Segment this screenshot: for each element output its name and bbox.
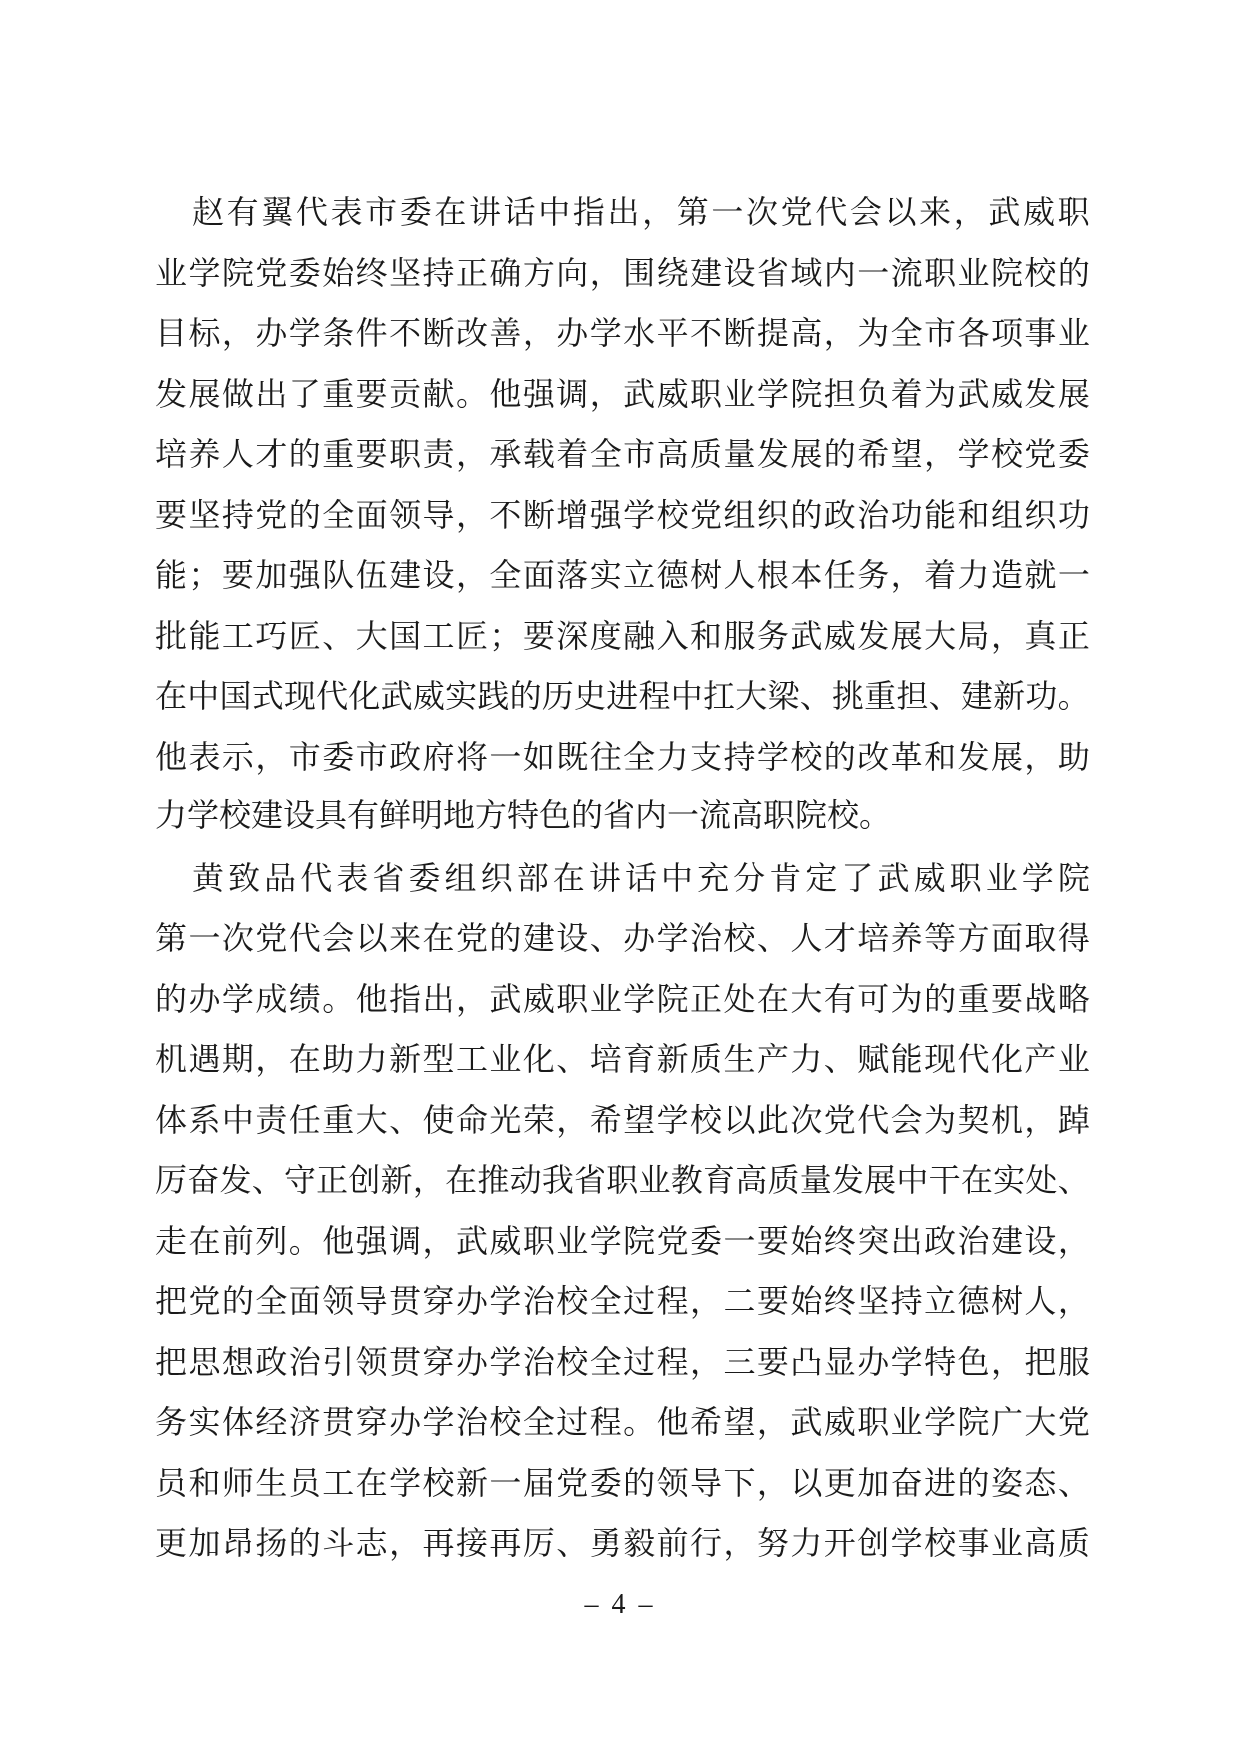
- text-line: 走 在 前 列 。 他 强 调 ， 武 威 职 业 学 院 党 委 一 要 始 终 突 出 政 治 建 设 ，: [155, 1222, 1090, 1259]
- text-line: 培 养 人 才 的 重 要 职 责 ， 承 载 着 全 市 高 质 量 发 展 的 希 望 ， 学 校 党 委: [155, 436, 1090, 473]
- text-line: 在 中 国 式 现 代 化 武 威 实 践 的 历 史 进 程 中 扛 大 梁 、 挑 重 担 、 建 新 功 。: [155, 678, 1090, 715]
- document-body: [155, 180, 1090, 1572]
- paragraph: [155, 846, 1090, 1572]
- text-line: 体 系 中 责 任 重 大 、 使 命 光 荣 ， 希 望 学 校 以 此 次 党 代 会 为 契 机 ， 踔: [155, 1101, 1090, 1138]
- text-line: 把 党 的 全 面 领 导 贯 穿 办 学 治 校 全 过 程 ， 二 要 始 终 坚 持 立 德 树 人 ，: [155, 1283, 1090, 1320]
- text-line: 第 一 次 党 代 会 以 来 在 党 的 建 设 、 办 学 治 校 、 人 才 培 养 等 方 面 取 得: [155, 920, 1090, 957]
- text-line: 机 遇 期 ， 在 助 力 新 型 工 业 化 、 培 育 新 质 生 产 力 、 赋 能 现 代 化 产 业: [155, 1041, 1090, 1078]
- text-line: 赵 有 翼 代 表 市 委 在 讲 话 中 指 出 ， 第 一 次 党 代 会 以 来 ， 武 威 职: [192, 194, 1090, 231]
- page-footer: [0, 1589, 1240, 1621]
- text-line: 批 能 工 巧 匠 、 大 国 工 匠 ； 要 深 度 融 入 和 服 务 武 威 发 展 大 局 ， 真 正: [155, 617, 1090, 654]
- page-number: – 4 –: [584, 1589, 656, 1620]
- text-line: 能 ； 要 加 强 队 伍 建 设 ， 全 面 落 实 立 德 树 人 根 本 任 务 ， 着 力 造 就 一: [155, 557, 1090, 594]
- text-line: 把 思 想 政 治 引 领 贯 穿 办 学 治 校 全 过 程 ， 三 要 凸 显 办 学 特 色 ， 把 服: [155, 1343, 1090, 1380]
- text-line: 要 坚 持 党 的 全 面 领 导 ， 不 断 增 强 学 校 党 组 织 的 政 治 功 能 和 组 织 功: [155, 496, 1090, 533]
- text-line: 他 表 示 ， 市 委 市 政 府 将 一 如 既 往 全 力 支 持 学 校 的 改 革 和 发 展 ， 助: [155, 738, 1090, 775]
- text-line: 力学校建设具有鲜明地方特色的省内一流高职院校。: [155, 797, 892, 833]
- text-line: 务 实 体 经 济 贯 穿 办 学 治 校 全 过 程 。 他 希 望 ， 武 威 职 业 学 院 广 大 党: [155, 1404, 1090, 1441]
- paragraph: [155, 180, 1090, 846]
- text-line: 的 办 学 成 绩 。 他 指 出 ， 武 威 职 业 学 院 正 处 在 大 有 可 为 的 重 要 战 略: [155, 980, 1090, 1017]
- text-line: 黄 致 品 代 表 省 委 组 织 部 在 讲 话 中 充 分 肯 定 了 武 威 职 业 学 院: [192, 859, 1090, 896]
- text-line: 更 加 昂 扬 的 斗 志 ， 再 接 再 厉 、 勇 毅 前 行 ， 努 力 开 创 学 校 事 业 高 质: [155, 1525, 1090, 1562]
- text-line: 目 标 ， 办 学 条 件 不 断 改 善 ， 办 学 水 平 不 断 提 高 ， 为 全 市 各 项 事 业: [155, 315, 1090, 352]
- text-line: 业 学 院 党 委 始 终 坚 持 正 确 方 向 ， 围 绕 建 设 省 域 内 一 流 职 业 院 校 的: [155, 254, 1090, 291]
- text-line: 发 展 做 出 了 重 要 贡 献 。 他 强 调 ， 武 威 职 业 学 院 担 负 着 为 武 威 发 展: [155, 375, 1090, 412]
- text-line: 厉 奋 发 、 守 正 创 新 ， 在 推 动 我 省 职 业 教 育 高 质 量 发 展 中 干 在 实 处 、: [155, 1162, 1090, 1199]
- text-line: 员 和 师 生 员 工 在 学 校 新 一 届 党 委 的 领 导 下 ， 以 更 加 奋 进 的 姿 态 、: [155, 1464, 1090, 1501]
